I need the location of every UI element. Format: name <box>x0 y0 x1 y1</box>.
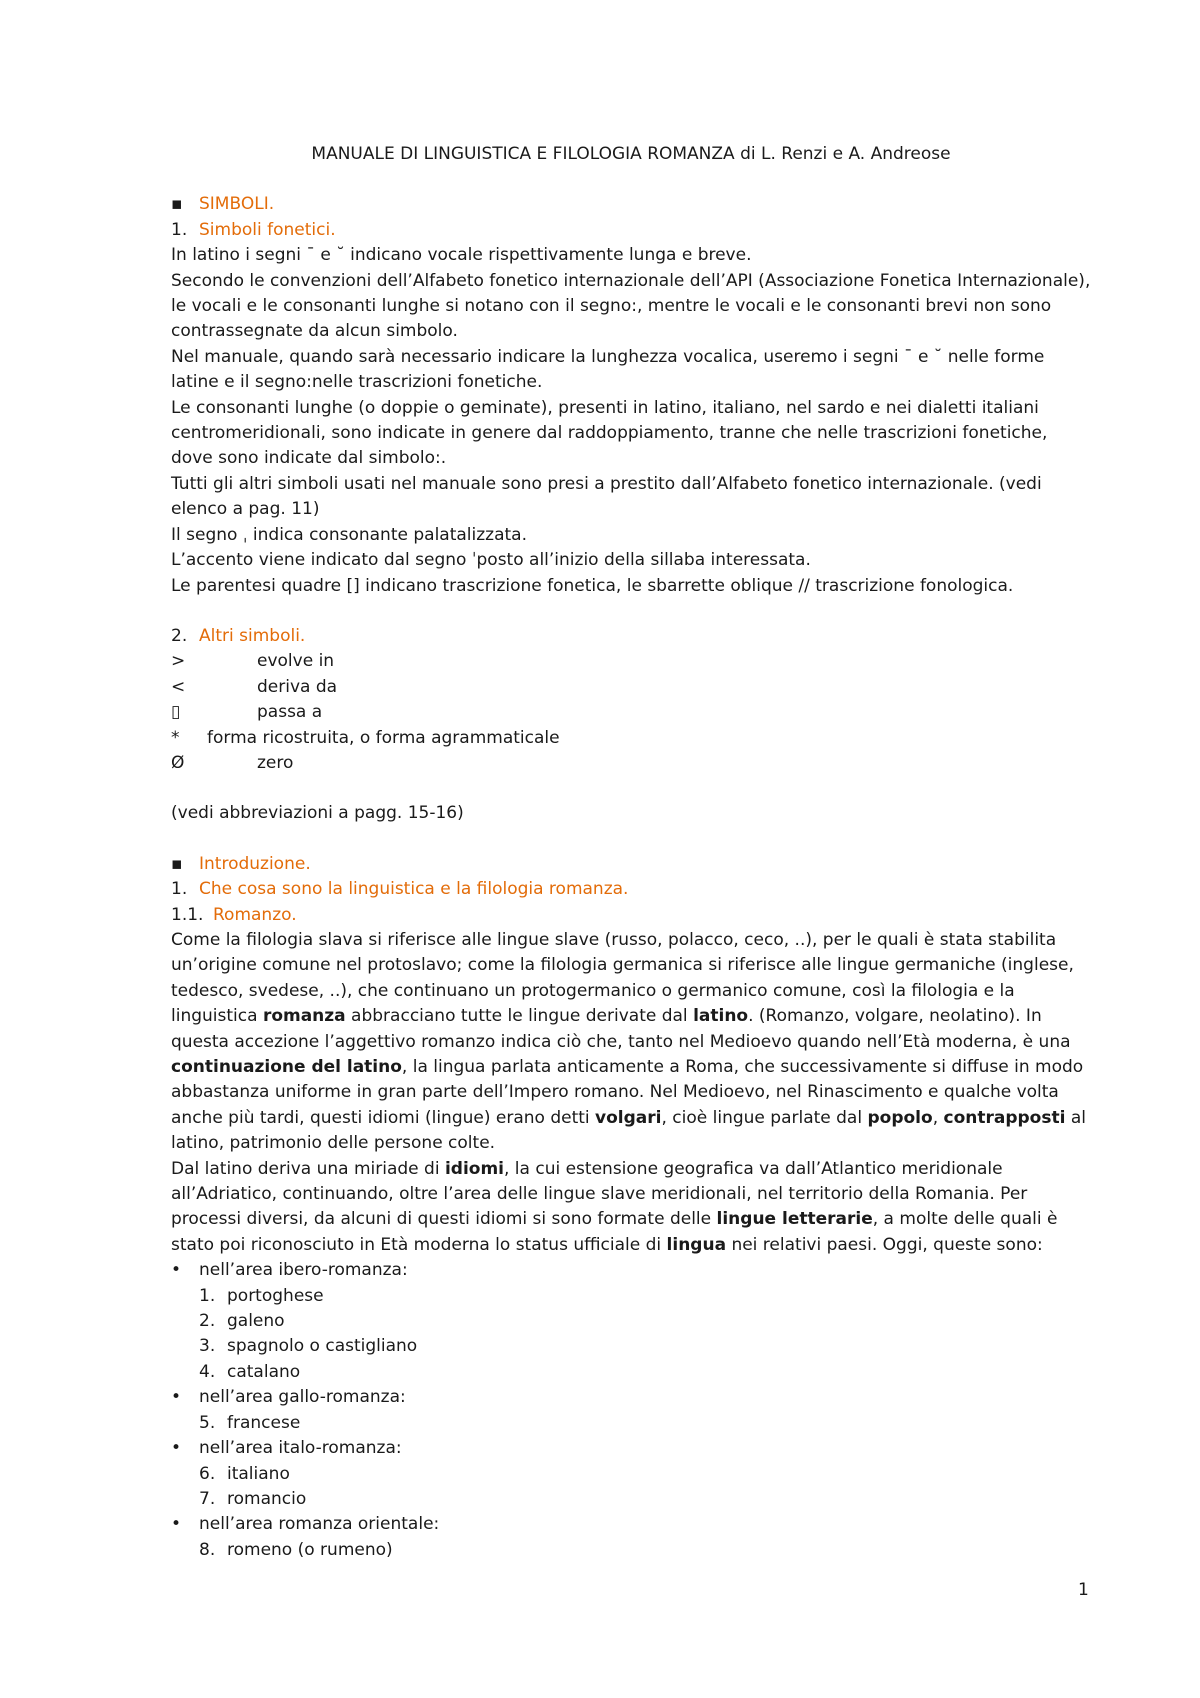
square-bullet-icon: ▪ <box>171 194 183 215</box>
symbol: * <box>171 727 180 748</box>
paragraph: Le consonanti lunghe (o doppie o geminate), presenti in latino, italiano, nel sardo e nei dialetti italiani centromeridionali, sono indicate in genere dal raddoppiamento, tranne che nelle trascrizioni fonetiche, dove sono indicate dal simbolo:. <box>171 397 1048 469</box>
square-bullet-icon: ▪ <box>171 853 183 874</box>
area-item <box>171 1512 1091 1537</box>
symbol: > <box>171 651 186 672</box>
symbol-meaning: evolve in <box>257 651 335 672</box>
area-label: nell’area romanza orientale: <box>199 1514 440 1535</box>
bullet-icon: • <box>171 1387 182 1408</box>
subsection-heading-text: Simboli fonetici. <box>199 219 336 240</box>
language-item: 4. catalano <box>199 1361 301 1382</box>
area-label: nell’area gallo-romanza: <box>199 1387 406 1408</box>
paragraph: Secondo le convenzioni dell’Alfabeto fonetico internazionale dell’API (Associazione Fonetica Internazionale), le vocali e le consonanti lunghe si notano con il segno:, mentre le vocali e le consonanti brevi non sono contrassegnate da alcun simbolo. <box>171 270 1091 342</box>
language-item: 1. portoghese <box>199 1285 324 1306</box>
bullet-icon: • <box>171 1260 182 1281</box>
area-label: nell’area ibero-romanza: <box>199 1260 408 1281</box>
area-item <box>171 1258 1091 1283</box>
area-label: nell’area italo-romanza: <box>199 1438 402 1459</box>
list-number: 2. <box>171 625 188 646</box>
subsection-heading-altri-simboli <box>171 624 1091 649</box>
symbol: < <box>171 676 186 697</box>
language-item: 3. spagnolo o castigliano <box>199 1336 418 1357</box>
language-item: 6. italiano <box>199 1463 290 1484</box>
symbol-row <box>171 675 1091 700</box>
bullet-icon: • <box>171 1438 182 1459</box>
symbol-row <box>171 751 1091 776</box>
symbol-meaning: deriva da <box>257 676 338 697</box>
paragraph: Tutti gli altri simboli usati nel manuale sono presi a prestito dall’Alfabeto fonetico internazionale. (vedi elenco a pag. 11) <box>171 473 1042 520</box>
list-number: 1. <box>171 219 188 240</box>
paragraph: Il segno ˌ indica consonante palatalizzata. <box>171 524 527 545</box>
subsection-heading-che-cosa <box>171 877 1091 902</box>
symbol-row <box>171 726 1091 751</box>
language-item: 7. romancio <box>199 1488 307 1509</box>
symbol-meaning: zero <box>257 752 294 773</box>
bullet-icon: • <box>171 1514 182 1535</box>
subsection-heading-simboli-fonetici <box>171 218 1091 243</box>
subsection-heading-text: Altri simboli. <box>199 625 306 646</box>
language-item: 8. romeno (o rumeno) <box>199 1539 393 1560</box>
section-heading-text: Introduzione. <box>199 853 311 874</box>
paragraph: Le parentesi quadre [] indicano trascrizione fonetica, le sbarrette oblique // trascrizione fonologica. <box>171 575 1014 596</box>
paragraph-idiomi: Dal latino deriva una miriade di idiomi, la cui estensione geografica va dall’Atlantico meridionale all’Adriatico, continuando, oltre l’area delle lingue slave meridionali, nel territorio della Romania. Per processi diversi, da alcuni di questi idiomi si sono formate delle lingue letterarie, a molte delle quali è stato poi riconosciuto in Età moderna lo status ufficiale di lingua nei relativi paesi. Oggi, queste sono: <box>171 1158 1058 1255</box>
page-content <box>171 142 1091 1563</box>
paragraph: In latino i segni ¯ e ˘ indicano vocale rispettivamente lunga e breve. <box>171 245 752 266</box>
section-heading-text: SIMBOLI. <box>199 194 275 215</box>
document-title: MANUALE DI LINGUISTICA E FILOLOGIA ROMANZA di L. Renzi e A. Andreose <box>311 144 951 164</box>
paragraph: Nel manuale, quando sarà necessario indicare la lunghezza vocalica, useremo i segni ¯ e ˘ nelle forme latine e il segno:nelle trascrizioni fonetiche. <box>171 346 1045 393</box>
section-heading-simboli <box>171 192 1091 217</box>
paragraph-romanzo: Come la filologia slava si riferisce alle lingue slave (russo, polacco, ceco, ..), per le quali è stata stabilita un’origine comune nel protoslavo; come la filologia germanica si riferisce alle lingue germaniche (inglese, tedesco, svedese, ..), che continuano un protogermanico o germanico comune, così la filologia e la linguistica romanza abbracciano tutte le lingue derivate dal latino. (Romanzo, volgare, neolatino). In questa accezione l’aggettivo romanzo indica ciò che, tanto nel Medioevo quando nell’Età moderna, è una continuazione del latino, la lingua parlata anticamente a Roma, che successivamente si diffuse in modo abbastanza uniforme in gran parte dell’Impero romano. Nel Medioevo, nel Rinascimento e qualche volta anche più tardi, questi idiomi (lingue) erano detti volgari, cioè lingue parlate dal popolo, contrapposti al latino, patrimonio delle persone colte. <box>171 929 1086 1154</box>
symbol: Ø <box>171 752 185 773</box>
list-number: 1. <box>171 879 188 900</box>
paragraph: L’accento viene indicato dal segno ˈposto all’inizio della sillaba interessata. <box>171 550 811 571</box>
subsection-heading-romanzo <box>171 903 1091 928</box>
abbreviations-note: (vedi abbreviazioni a pagg. 15-16) <box>171 803 464 824</box>
subsection-heading-text: Che cosa sono la linguistica e la filologia romanza. <box>199 879 629 900</box>
language-item: 2. galeno <box>199 1311 285 1332</box>
area-item <box>171 1385 1091 1410</box>
symbol-row <box>171 700 1091 725</box>
section-heading-introduzione <box>171 852 1091 877</box>
symbol-row <box>171 649 1091 674</box>
symbol: ▯ <box>171 702 181 723</box>
symbol-meaning: passa a <box>257 702 323 723</box>
symbol-meaning: forma ricostruita, o forma agrammaticale <box>207 727 560 748</box>
subsection-heading-text: Romanzo. <box>213 904 297 925</box>
area-item <box>171 1436 1091 1461</box>
language-item: 5. francese <box>199 1412 301 1433</box>
list-number: 1.1. <box>171 904 204 925</box>
page-number: 1 <box>1078 1580 1089 1600</box>
